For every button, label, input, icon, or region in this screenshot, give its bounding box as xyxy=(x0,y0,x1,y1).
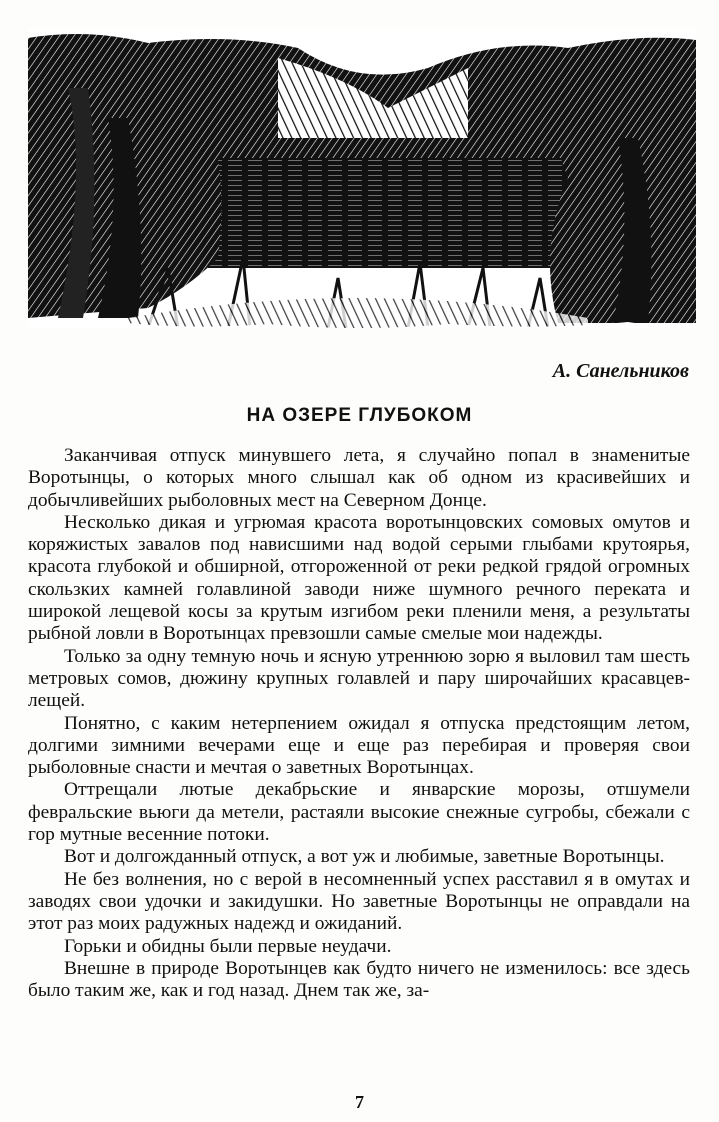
paragraph: Только за одну темную ночь и ясную утреннюю зорю я выловил там шесть метровых сомов, дюжину крупных голавлей и пару широчайших красавцев-лещей. xyxy=(28,645,690,712)
lake-forest-illustration xyxy=(28,28,696,328)
paragraph: Заканчивая отпуск минувшего лета, я случайно попал в знаменитые Воротынцы, о которых много слышал как об одном из красивейших и добычливейших рыболовных мест на Северном Донце. xyxy=(28,445,690,511)
paragraph: Вот и долгожданный отпуск, а вот уж и любимые, заветные Воротынцы. xyxy=(64,846,665,868)
paragraph: Понятно, с каким нетерпением ожидал я отпуска предстоящим летом, долгими зимними вечерами еще и еще раз перебирая и проверяя свои рыболовные снасти и мечтая о заветных Воротынцах. xyxy=(28,712,690,779)
page-number: 7 xyxy=(355,1092,364,1112)
paragraph: Не без волнения, но с верой в несомненный успех расставил я в омутах и заводях свои удочки и закидушки. Но заветные Воротынцы не оправдали на этот раз моих радужных надежд и ожиданий. xyxy=(28,868,690,935)
author-name: А. Санельников xyxy=(552,360,689,382)
article-body xyxy=(28,445,690,1002)
paragraph: Горьки и обидны были первые неудачи. xyxy=(64,935,392,957)
paragraph: Несколько дикая и угрюмая красота воротынцовских сомовых омутов и коряжистых завалов под нависшими над водой серыми глыбами крутоярья, красота глубокой и обширной, отгороженной от реки редкой грядой огромных скользких камней голавлиной заводи ниже шумного речного переката и широкой лещевой косы за крутым изгибом реки пленили меня, а результаты рыбной ловли в Воротынцах превзошли самые смелые мои надежды. xyxy=(28,511,690,645)
paragraph: Внешне в природе Воротынцев как будто ничего не изменилось: все здесь было таким же, как и год назад. Днем так же, за- xyxy=(28,957,690,1002)
paragraph: Оттрещали лютые декабрьские и январские морозы, отшумели февральские вьюги да метели, растаяли высокие снежные сугробы, сбежали с гор мутные весенние потоки. xyxy=(28,779,690,846)
article-title: НА ОЗЕРЕ ГЛУБОКОМ xyxy=(246,405,473,426)
